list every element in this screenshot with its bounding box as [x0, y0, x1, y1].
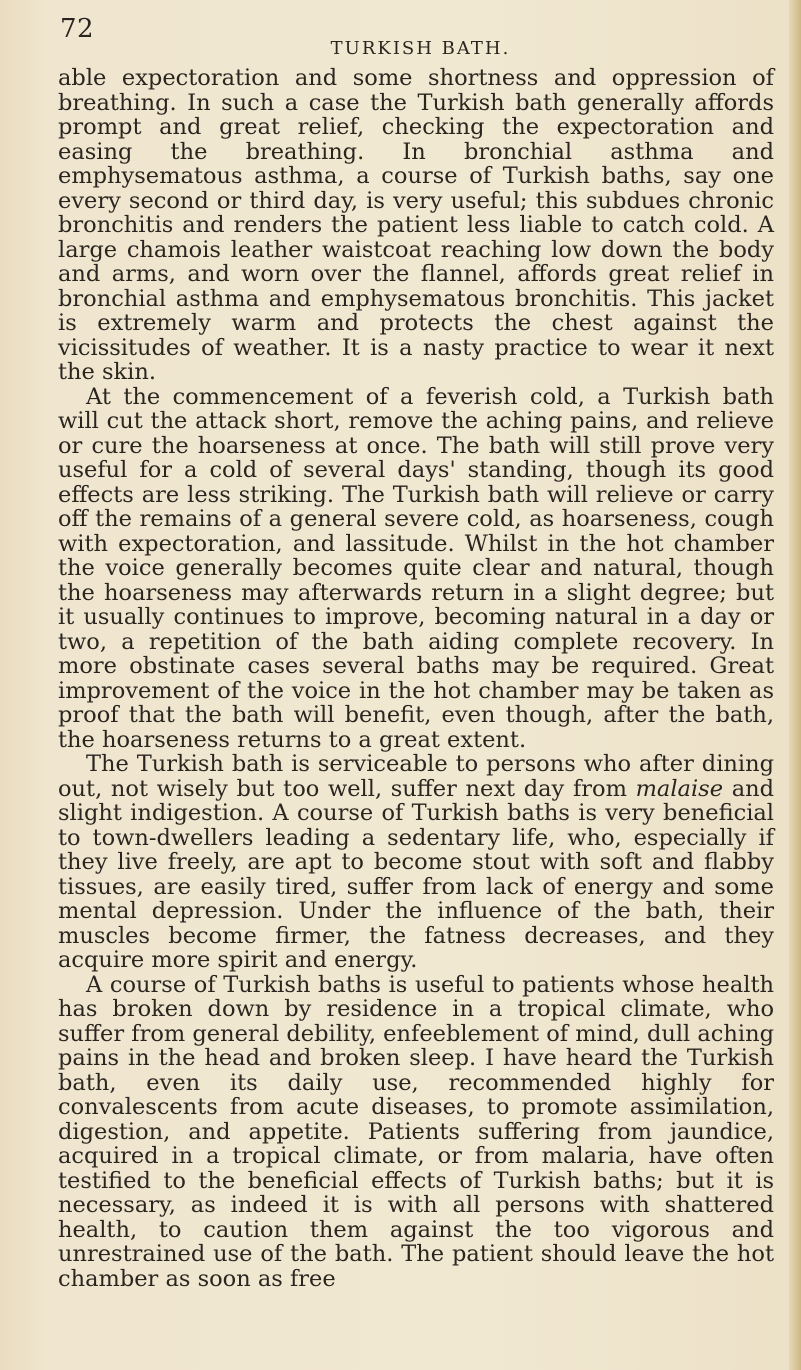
body-text [58, 66, 774, 1291]
paragraph-feverish-cold: At the commencement of a feverish cold, a Turkish bath will cut the attack short, remove the aching pains, and relieve or cure the hoarseness at once. The bath will still prove very useful for a cold of several days' standing, though its good effects are less striking. The Turkish bath will relieve or carry off the remains of a general severe cold, as hoarseness, cough with expectoration, and lassitude. Whilst in the hot chamber the voice generally becomes quite clear and natural, though the hoarseness may afterwards return in a slight degree; but it usually continues to improve, becoming natural in a day or two, a repetition of the bath aiding complete recovery. In more obstinate cases several baths may be required. Great improvement of the voice in the hot chamber may be taken as proof that the bath will benefit, even though, after the bath, the hoarseness returns to a great extent. [58, 383, 774, 753]
paragraph-tropical: A course of Turkish baths is useful to patients whose health has broken down by residence in a tropical climate, who suffer from general debility, enfeeblement of mind, dull aching pains in the head and broken sleep. I have heard the Turkish bath, even its daily use, recommended highly for convalescents from acute diseases, to promote assimilation, digestion, and appetite. Patients suffering from jaundice, acquired in a tropical climate, or from malaria, have often testified to the beneficial effects of Turkish baths; but it is necessary, as indeed it is with all persons with shattered health, to caution them against the too vigorous and unrestrained use of the bath. The patient should leave the hot chamber as soon as free [58, 971, 774, 1292]
paragraph-sedentary-end: and slight indigestion. A course of Turkish baths is very beneficial to town-dwellers leading a sedentary life, who, especially if they live freely, are apt to become stout with soft and flabby tissues, are easily tired, suffer from lack of energy and some mental depression. Under the influence of the bath, their muscles become firmer, the fatness decreases, and they acquire more spirit and energy. [58, 775, 774, 973]
page-number: 72 [60, 14, 95, 44]
running-head: TURKISH BATH. [330, 38, 511, 59]
paragraph-respiratory: able expectoration and some shortness and oppression of breathing. In such a case the Turkish bath generally affords prompt and great relief, checking the expectoration and easing the breathing. In bronchial asthma and emphysematous asthma, a course of Turkish baths, say one every second or third day, is very useful; this subdues chronic bronchitis and renders the patient less liable to catch cold. A large chamois leather waistcoat reaching low down the body and arms, and worn over the flannel, affords great relief in bronchial asthma and emphysematous bronchitis. This jacket is extremely warm and protects the chest against the vicissitudes of weather. It is a nasty practice to wear it next the skin. [58, 65, 774, 385]
paragraph-sedentary-start: The Turkish bath is serviceable to persons who after dining out, not wisely but too well, suffer next day from [58, 751, 774, 802]
page-edge [789, 0, 801, 1370]
italic-malaise: malaise [635, 775, 724, 802]
paragraph-sedentary [58, 752, 774, 973]
